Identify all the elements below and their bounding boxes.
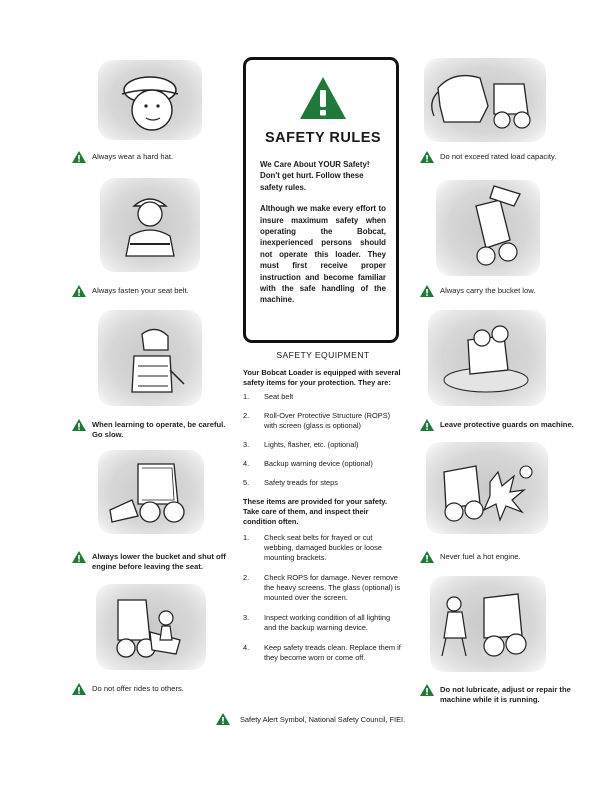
tipping-loader-drawing [436,180,540,276]
caption-protective-guards [420,420,590,431]
rules-intro: We Care About YOUR Safety! Don't get hurt. Follow these safety rules. [260,160,370,192]
equipment-title: SAFETY EQUIPMENT [276,350,370,360]
list-item [243,392,403,402]
caption-load-capacity [420,152,590,163]
item-text: Check ROPS for damage. Never remove the heavy screens. The glass (optional) is mounted over the screen. [264,573,401,602]
item-number: 4. [243,459,250,468]
list-item [243,643,403,663]
list-item [243,573,403,603]
safety-alert-icon [420,285,434,297]
item-number: 1. [243,392,250,401]
caption-text: Always lower the bucket and shut off engine before leaving the seat. [92,552,226,571]
caption-text: When learning to operate, be careful. Go slow. [92,420,226,439]
caption-bucket-low [420,286,590,297]
illustration-protective-guards [428,310,546,406]
safety-alert-icon [420,684,434,696]
caption-hot-engine [420,552,590,563]
item-number: 3. [243,440,250,449]
safety-rules-box [243,57,399,343]
caption-text: Do not offer rides to others. [92,684,184,693]
item-number: 3. [243,613,250,622]
list-item [243,613,403,633]
rules-title: SAFETY RULES [264,130,382,146]
equipment-intro: Your Bobcat Loader is equipped with several safety items for your protection. They are: [243,368,401,387]
equipment-note: These items are provided for your safety. Take care of them, and inspect their condition often. [243,497,388,526]
safety-alert-icon [72,683,86,695]
item-text: Lights, flasher, etc. (optional) [264,440,359,449]
illustration-hot-engine [426,442,548,534]
item-text: Inspect working condition of all lighting and the backup warning device. [264,613,391,632]
list-item [243,440,403,450]
caption-hard-hat [72,152,212,163]
lowered-bucket-loader-drawing [98,450,204,534]
hard-hat-man-drawing [98,60,202,140]
list-item [243,533,403,563]
safety-alert-icon [72,151,86,163]
caption-text: Leave protective guards on machine. [440,420,574,429]
illustration-no-rides [96,584,206,670]
equipment-list [243,392,403,488]
safety-alert-icon [299,76,347,120]
item-number: 4. [243,643,250,652]
list-item [243,478,403,488]
repair-while-running-drawing [430,576,546,672]
caption-repair-running [420,685,580,705]
caption-lower-bucket [72,552,232,572]
item-text: Seat belt [264,392,294,401]
item-text: Safety treads for steps [264,478,338,487]
list-item [243,459,403,469]
caption-text: Always fasten your seat belt. [92,286,189,295]
illustration-hard-hat [98,60,202,140]
caption-careful [72,420,232,440]
footer-note [216,713,405,725]
careful-operator-drawing [98,310,202,406]
item-number: 1. [243,533,250,542]
illustration-seat-belt [100,178,200,272]
item-text: Check seat belts for frayed or cut webbing, damaged buckles or loose mounting brackets. [264,533,382,562]
safety-alert-icon [216,713,230,725]
overturned-loader-drawing [428,310,546,406]
caption-text: Always wear a hard hat. [92,152,174,161]
item-number: 5. [243,478,250,487]
illustration-bucket-low [436,180,540,276]
safety-alert-icon [72,285,86,297]
illustration-repair-running [430,576,546,672]
illustration-careful-operator [98,310,202,406]
item-text: Backup warning device (optional) [264,459,373,468]
safety-alert-icon [420,151,434,163]
caption-text: Always carry the bucket low. [440,286,536,295]
item-text: Keep safety treads clean. Replace them if they become worn or come off. [264,643,401,662]
caption-text: Never fuel a hot engine. [440,552,521,561]
elephant-overload-drawing [424,58,546,142]
item-number: 2. [243,573,250,582]
item-text: Roll-Over Protective Structure (ROPS) with screen (glass is optional) [264,411,391,430]
illustration-load-capacity [424,58,546,142]
safety-equipment-section [243,350,403,673]
fuel-explosion-drawing [426,442,548,534]
item-number: 2. [243,411,250,420]
caption-text: Do not lubricate, adjust or repair the machine while it is running. [440,685,571,704]
rules-body: Although we make every effort to insure maximum safety when operating the Bobcat, inexperienced persons should not operate this loader. They must first receive proper instruction and become familiar with the safe handling of the machine. [260,204,386,305]
safety-alert-icon [420,551,434,563]
footer-text: Safety Alert Symbol, National Safety Council, FIEI. [240,714,406,724]
caption-text: Do not exceed rated load capacity. [440,152,557,161]
rider-on-bucket-drawing [96,584,206,670]
inspection-list [243,533,403,663]
illustration-lowered-bucket [98,450,204,534]
safety-alert-icon [72,419,86,431]
seat-belt-man-drawing [100,178,200,272]
safety-alert-icon [420,419,434,431]
list-item [243,411,403,431]
caption-no-rides [72,684,232,695]
caption-seat-belt [72,286,222,297]
safety-alert-icon [72,551,86,563]
